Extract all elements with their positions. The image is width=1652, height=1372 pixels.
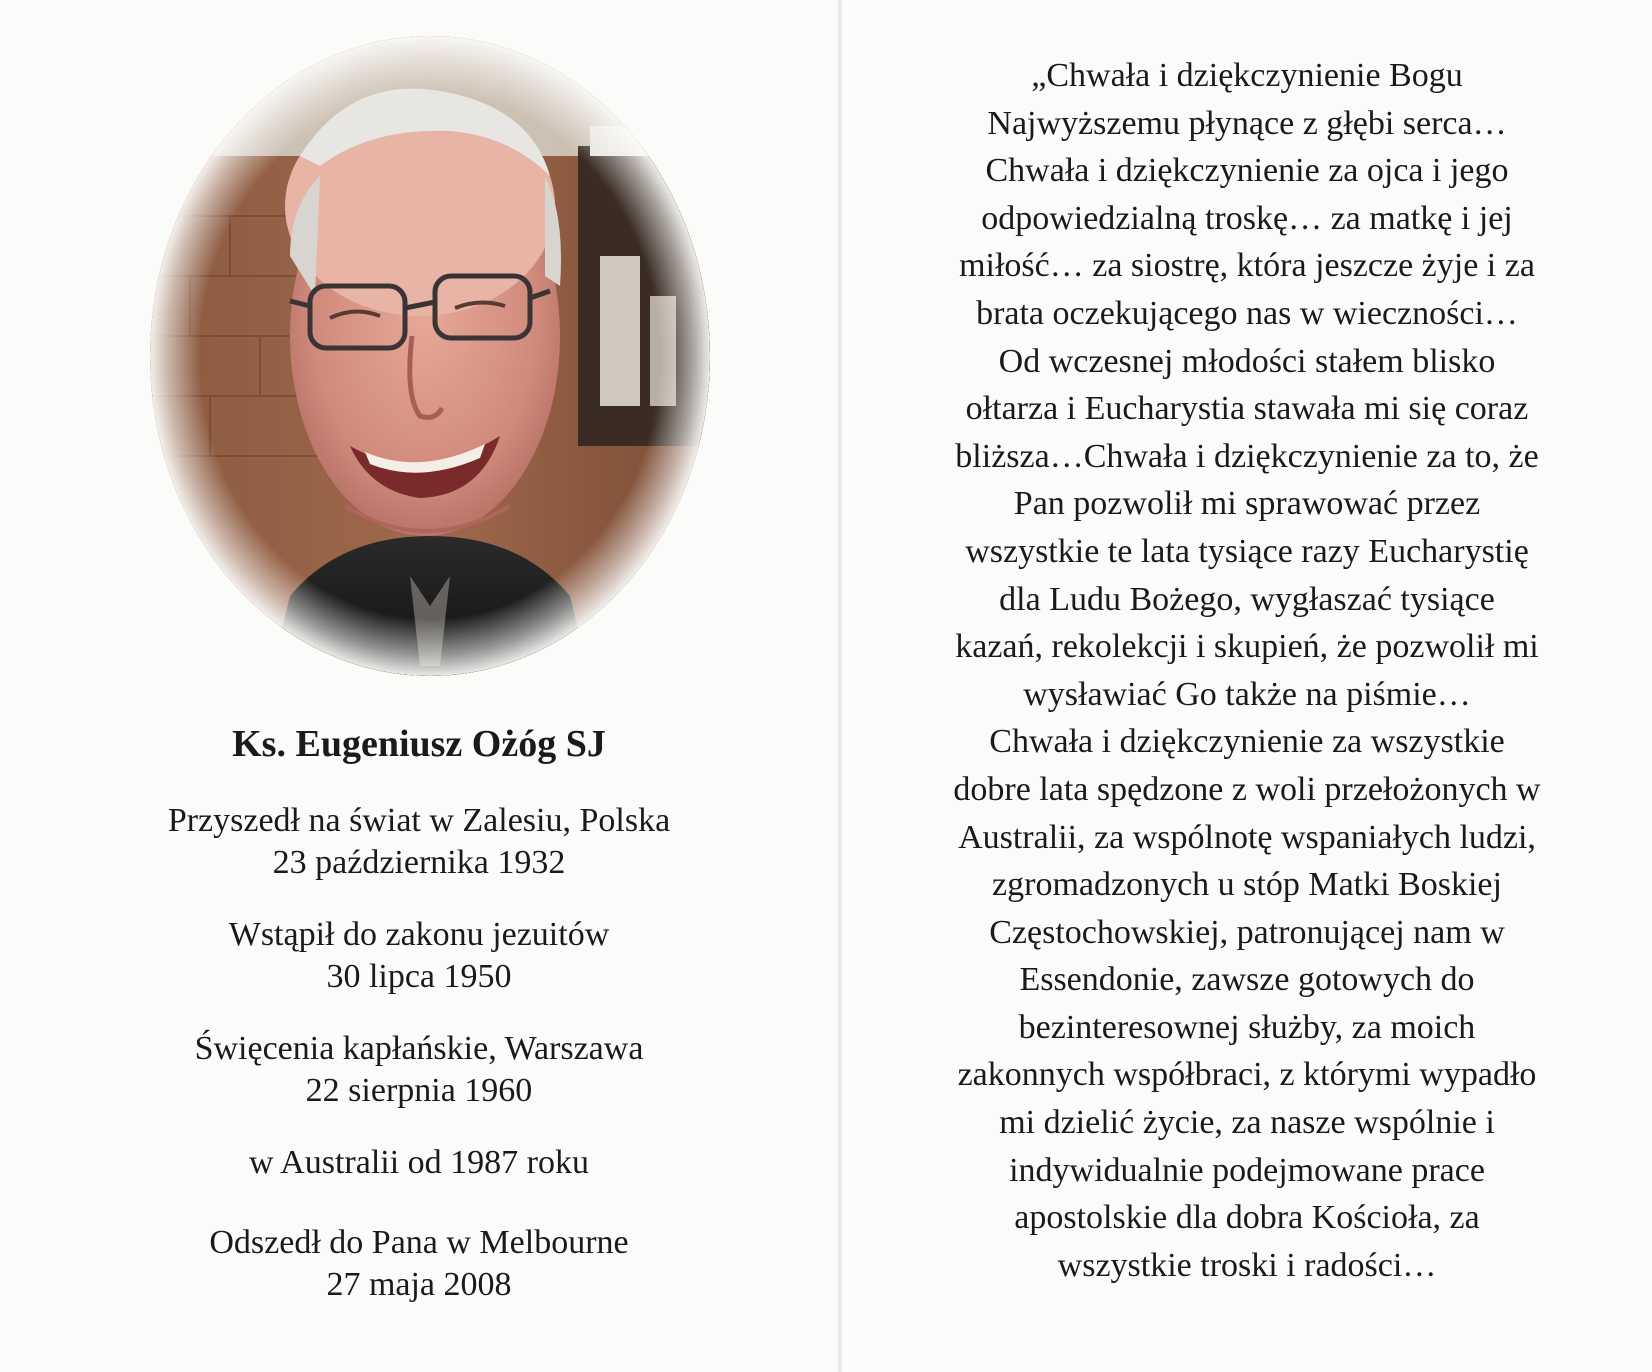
ordination-date: 22 sierpnia 1960 (305, 1072, 533, 1109)
poem-line: Od wczesnej młodości stałem blisko (998, 342, 1496, 380)
poem-line: zakonnych współbraci, z którymi wypadło (957, 1056, 1537, 1094)
order-entry-info (0, 914, 838, 998)
australia-info (0, 1142, 838, 1184)
birth-date: 23 października 1932 (272, 844, 566, 881)
order-entry-date: 30 lipca 1950 (326, 958, 512, 995)
poem-line: Częstochowskiej, patronującej nam w (989, 913, 1505, 951)
poem-line: Chwała i dziękczynienie za wszystkie (989, 723, 1505, 761)
poem-line: Pan pozwolił mi sprawować przez (1013, 485, 1481, 523)
portrait-photo (150, 36, 710, 676)
poem-line: wszystkie te lata tysiące razy Eucharystię (965, 532, 1529, 570)
ordination-info (0, 1028, 838, 1112)
poem-line: indywidualnie podejmowane prace (1009, 1151, 1485, 1189)
poem-line: odpowiedzialną troskę… za matkę i jej (981, 199, 1513, 237)
biography-block (0, 722, 838, 1336)
death-date: 27 maja 2008 (326, 1266, 512, 1303)
poem-line: bliższa…Chwała i dziękczynienie za to, że (955, 437, 1539, 475)
poem-line: dobre lata spędzone z woli przełożonych w (953, 770, 1541, 808)
poem-line: Najwyższemu płynące z głębi serca… (987, 104, 1507, 142)
birth-info (0, 800, 838, 884)
death-info (0, 1222, 838, 1306)
ordination-place: Święcenia kapłańskie, Warszawa (194, 1030, 644, 1067)
poem-line: Essendonie, zawsze gotowych do (1019, 961, 1475, 999)
photo-vignette (150, 36, 710, 676)
poem-line: Australii, za wspólnotę wspaniałych ludzi, (958, 818, 1536, 856)
poem-line: bezinteresownej służby, za moich (1018, 1008, 1476, 1046)
poem-line: kazań, rekolekcji i skupień, że pozwolił mi (955, 628, 1539, 666)
poem-line: zgromadzonych u stóp Matki Boskiej (992, 866, 1502, 904)
birth-place: Przyszedł na świat w Zalesiu, Polska (167, 802, 671, 839)
poem-line: wysławiać Go także na piśmie… (1023, 675, 1471, 713)
order-entry-text: Wstąpił do zakonu jezuitów (228, 916, 610, 953)
poem-line: Chwała i dziękczynienie za ojca i jego (985, 152, 1509, 190)
poem-line: mi dzielić życie, za nasze wspólnie i (999, 1104, 1495, 1142)
poem-line: apostolskie dla dobra Kościoła, za (1014, 1199, 1480, 1237)
poem-line: ołtarza i Eucharystia stawała mi się coraz (965, 390, 1529, 428)
thanksgiving-text (842, 52, 1652, 1289)
deceased-name: Ks. Eugeniusz Ożóg SJ (232, 723, 606, 765)
poem-line: dla Ludu Bożego, wygłaszać tysiące (999, 580, 1495, 618)
poem-line: miłość… za siostrę, która jeszcze żyje i za (959, 247, 1535, 285)
poem-line: „Chwała i dziękczynienie Bogu (1031, 57, 1463, 94)
death-place: Odszedł do Pana w Melbourne (209, 1224, 629, 1261)
australia-text: w Australii od 1987 roku (249, 1144, 589, 1181)
poem-line: brata oczekującego nas w wieczności… (976, 294, 1518, 332)
poem-line: wszystkie troski i radości… (1057, 1246, 1437, 1284)
